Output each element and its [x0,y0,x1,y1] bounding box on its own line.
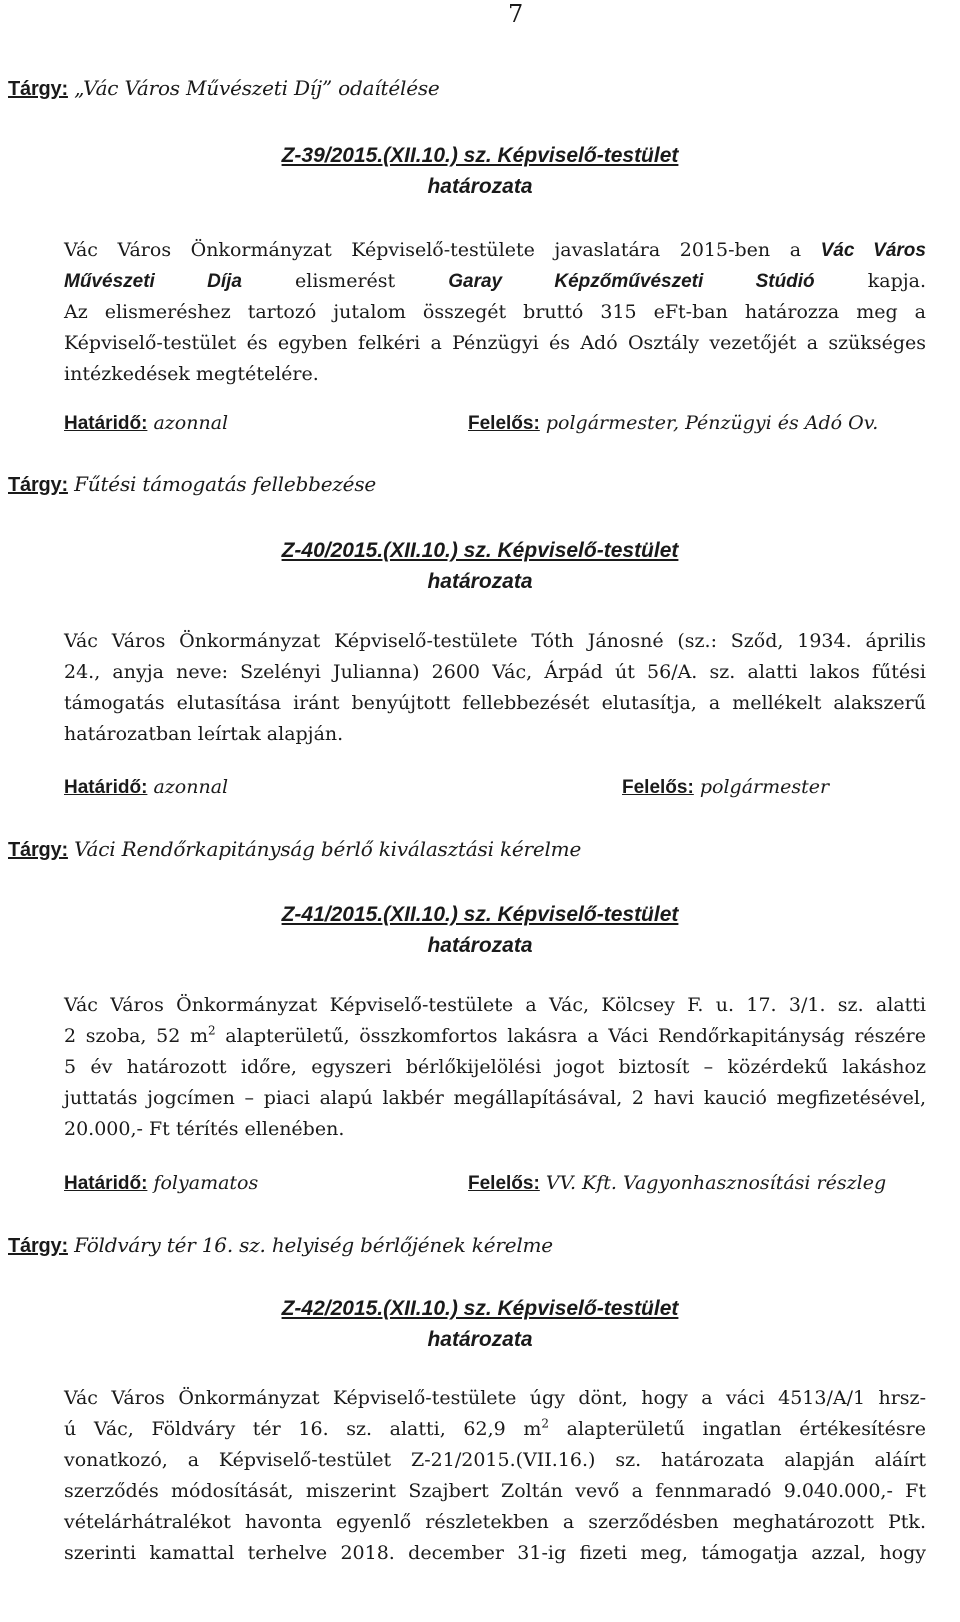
body-line: juttatás jogcímen – piaci alapú lakbér megállapításával, 2 havi kaució megfizetésével, [64,1087,926,1109]
resolution-word: határozata [427,175,533,198]
subject-label: Tárgy: [8,474,68,496]
responsible-3 [468,1172,886,1195]
page-number: 7 [508,0,524,28]
body-line: Vác Város Önkormányzat Képviselő-testülete javaslatára 2015-ben a Vác Város [64,239,926,261]
body-line: 20.000,- Ft térítés ellenében. [64,1118,345,1140]
body-line: 24., anyja neve: Szelényi Julianna) 2600 Vác, Árpád út 56/A. sz. alatti lakos fűtési [64,661,926,683]
subject-heading-2 [8,472,376,497]
body-line: szerinti kamattal terhelve 2018. december 31-ig fizeti meg, támogatja azzal, hogy [64,1542,926,1564]
resolution-body-1 [64,235,926,390]
body-line: vonatkozó, a Képviselő-testület Z-21/2015.(VII.16.) sz. határozata alapján aláírt [64,1449,926,1471]
body-line: Az elismeréshez tartozó jutalom összegét bruttó 315 eFt-ban határozza meg a [64,301,926,323]
responsible-value: polgármester [699,776,830,798]
resolution-word: határozata [427,1328,533,1351]
resolution-title-4 [0,1293,960,1355]
body-line: támogatás elutasítása iránt benyújtott fellebbezését elutasítja, a mellékelt alakszerű [64,692,926,714]
responsible-label: Felelős: [468,413,540,434]
body-line: Vác Város Önkormányzat Képviselő-testülete a Vác, Kölcsey F. u. 17. 3/1. sz. alatti [64,994,926,1016]
body-line: ú Vác, Földváry tér 16. sz. alatti, 62,9 $m^2$ alapterületű ingatlan értékesítésre [64,1416,926,1440]
deadline-value: folyamatos [153,1172,259,1194]
subject-label: Tárgy: [8,839,68,861]
resolution-body-2 [64,626,926,750]
resolution-number: Z-42/2015.(XII.10.) sz. Képviselő-testület [281,1297,679,1320]
body-line: vételárhátralékot havonta egyenlő részletekben a szerződésben meghatározott Ptk. [64,1511,926,1533]
responsible-1 [468,412,878,435]
deadline-value: azonnal [153,776,229,798]
subject-text: Fűtési támogatás fellebbezése [74,472,377,496]
responsible-value: polgármester, Pénzügyi és Adó Ov. [545,412,879,434]
body-line: intézkedések megtételére. [64,363,319,385]
subject-heading-3 [8,837,581,862]
deadline-1 [64,412,228,435]
deadline-3 [64,1172,258,1195]
deadline-label: Határidő: [64,413,148,434]
subject-text: „Vác Város Művészeti Díj” odaítélése [74,76,440,100]
subject-heading-4 [8,1233,553,1258]
responsible-value: VV. Kft. Vagyonhasznosítási részleg [545,1172,887,1194]
body-line: Képviselő-testület és egyben felkéri a Pénzügyi és Adó Osztály vezetőjét a szükséges [64,332,926,354]
subject-label: Tárgy: [8,78,68,100]
deadline-2 [64,776,228,799]
resolution-number: Z-39/2015.(XII.10.) sz. Képviselő-testület [281,144,679,167]
body-line: 5 év határozott időre, egyszeri bérlőkijelölési jogot biztosít – közérdekű lakáshoz [64,1056,926,1078]
resolution-title-3 [0,899,960,961]
body-line: Vác Város Önkormányzat Képviselő-testülete Tóth Jánosné (sz.: Sződ, 1934. április [64,630,926,652]
subject-label: Tárgy: [8,1235,68,1257]
subject-text: Földváry tér 16. sz. helyiség bérlőjének kérelme [74,1233,553,1257]
resolution-number: Z-40/2015.(XII.10.) sz. Képviselő-testület [281,539,679,562]
body-line: szerződés módosítását, miszerint Szajbert Zoltán vevő a fennmaradó 9.040.000,- Ft [64,1480,926,1502]
body-line: Vác Város Önkormányzat Képviselő-testülete úgy dönt, hogy a váci 4513/A/1 hrsz- [64,1387,926,1409]
resolution-word: határozata [427,934,533,957]
body-line: Művészeti Díja elismerést Garay Képzőművészeti Stúdió kapja. [64,270,926,292]
body-line: 2 szoba, 52 $m^2$ alapterületű, összkomfortos lakásra a Váci Rendőrkapitányság részére [64,1023,926,1047]
subject-heading-1 [8,76,440,101]
deadline-label: Határidő: [64,777,148,798]
responsible-label: Felelős: [468,1173,540,1194]
resolution-body-4 [64,1383,926,1569]
resolution-title-2 [0,535,960,597]
resolution-title-1 [0,140,960,202]
deadline-label: Határidő: [64,1173,148,1194]
responsible-2 [622,776,829,799]
responsible-label: Felelős: [622,777,694,798]
deadline-value: azonnal [153,412,229,434]
resolution-body-3 [64,990,926,1145]
body-line: határozatban leírtak alapján. [64,723,344,745]
subject-text: Váci Rendőrkapitányság bérlő kiválasztási kérelme [74,837,582,861]
resolution-word: határozata [427,570,533,593]
resolution-number: Z-41/2015.(XII.10.) sz. Képviselő-testület [281,903,679,926]
